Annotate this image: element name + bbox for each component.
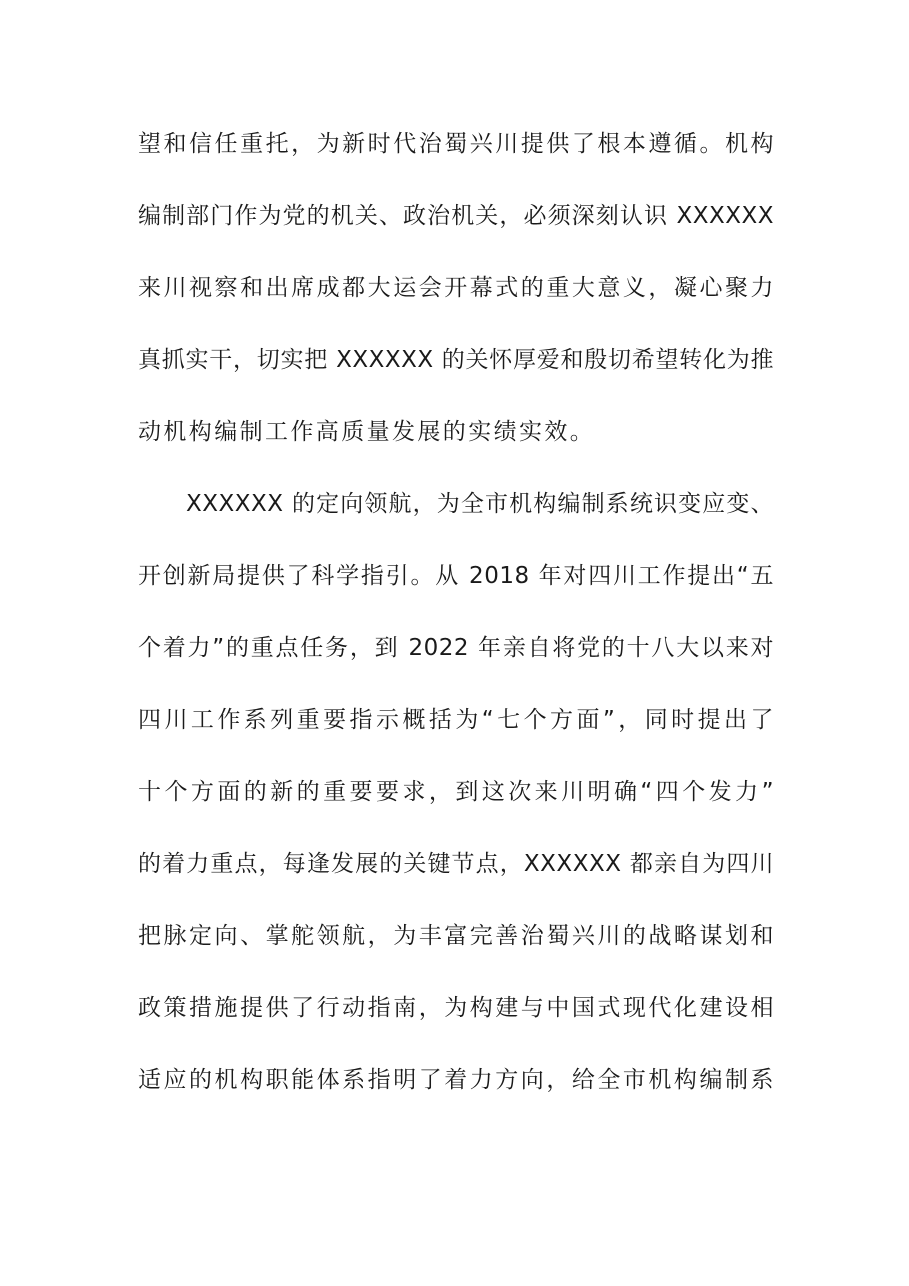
text-line: 望和信任重托，为新时代治蜀兴川提供了根本遵循。机构 xyxy=(138,131,774,157)
text-line: 动机构编制工作高质量发展的实绩实效。 xyxy=(138,419,596,445)
text-line: 开创新局提供了科学指引。从 2018 年对四川工作提出“五 xyxy=(138,563,774,589)
text-line: 把脉定向、掌舵领航，为丰富完善治蜀兴川的战略谋划和 xyxy=(138,923,774,949)
text-line: 政策措施提供了行动指南，为构建与中国式现代化建设相 xyxy=(138,995,774,1021)
text-line: 个着力”的重点任务，到 2022 年亲自将党的十八大以来对 xyxy=(138,635,774,661)
text-line: 编制部门作为党的机关、政治机关，必须深刻认识 XXXXXX xyxy=(138,203,774,229)
text-line: 来川视察和出席成都大运会开幕式的重大意义，凝心聚力 xyxy=(138,275,774,301)
text-line: 十个方面的新的重要要求，到这次来川明确“四个发力” xyxy=(138,779,774,805)
text-line: 适应的机构职能体系指明了着力方向，给全市机构编制系 xyxy=(138,1067,774,1093)
text-line: 真抓实干，切实把 XXXXXX 的关怀厚爱和殷切希望转化为推 xyxy=(138,347,774,373)
paragraph-first-line: XXXXXX 的定向领航，为全市机构编制系统识变应变、 xyxy=(186,491,774,517)
text-line: 的着力重点，每逢发展的关键节点，XXXXXX 都亲自为四川 xyxy=(138,851,774,877)
text-line: 四川工作系列重要指示概括为“七个方面”，同时提出了 xyxy=(138,707,774,733)
